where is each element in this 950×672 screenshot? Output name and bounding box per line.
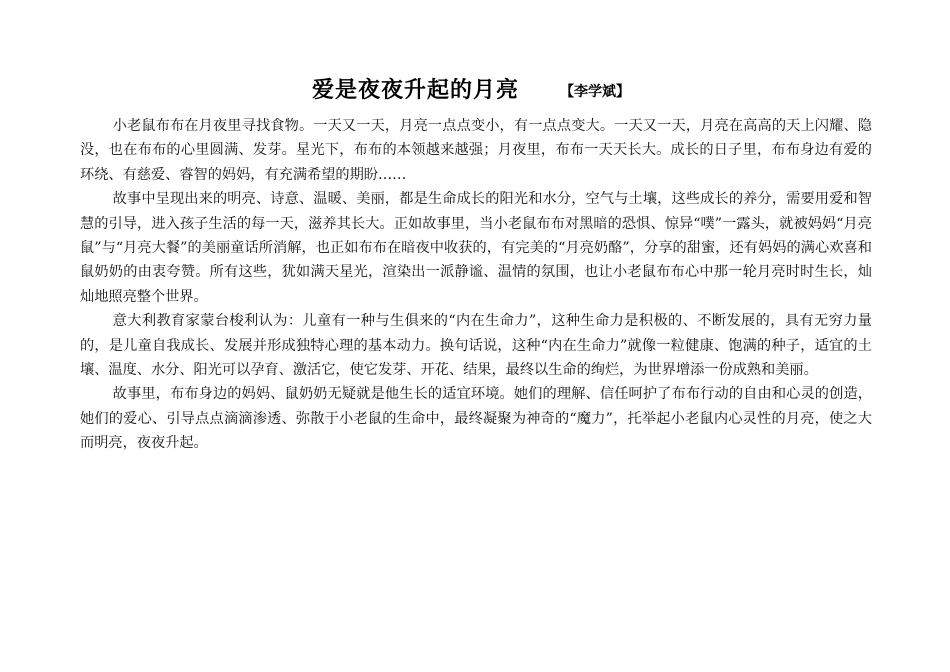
author-name: 【李学斌】: [560, 84, 630, 100]
title-row: [0, 76, 950, 110]
document-body: [80, 114, 872, 456]
paragraph-4: 故事里，布布身边的妈妈、鼠奶奶无疑就是他生长的适宜环境。她们的理解、信任呵护了布布行动的自由和心灵的创造，她们的爱心、引导点点滴滴渗透、弥散于小老鼠的生命中，最终凝聚为神奇的“魔力”，托举起小老鼠内心灵性的月亮，使之大而明亮，夜夜升起。: [80, 386, 872, 452]
document-title: 爱是夜夜升起的月亮: [312, 78, 520, 103]
paragraph-3: 意大利教育家蒙台梭利认为：儿童有一种与生俱来的“内在生命力”，这种生命力是积极的、不断发展的，具有无穷力量的，是儿童自我成长、发展并形成独特心理的基本动力。换句话说，这种“内在生命力”就像一粒健康、饱满的种子，适宜的土壤、温度、水分、阳光可以孕育、激活它，使它发芽、开花、结果，最终以生命的绚烂，为世界增添一份成熟和美丽。: [80, 313, 872, 379]
paragraph-1: 小老鼠布布在月夜里寻找食物。一天又一天，月亮一点点变小，有一点点变大。一天又一天，月亮在高高的天上闪耀、隐没，也在布布的心里圆满、发芽。星光下，布布的本领越来越强；月夜里，布布一天天长大。成长的日子里，布布身边有爱的环绕、有慈爱、睿智的妈妈，有充满希望的期盼……: [80, 118, 872, 183]
paragraph-2: 故事中呈现出来的明亮、诗意、温暖、美丽，都是生命成长的阳光和水分，空气与土壤，这些成长的养分，需要用爱和智慧的引导，进入孩子生活的每一天，滋养其长大。正如故事里，当小老鼠布布对黑暗的恐惧、惊异“噗”一露头，就被妈妈“月亮鼠”与“月亮大餐”的美丽童话所消解，也正如布布在暗夜中收获的，有完美的“月亮奶酪”，分享的甜蜜，还有妈妈的满心欢喜和鼠奶奶的由衷夸赞。所有这些，犹如满天星光，渲染出一派静谧、温情的氛围，也让小老鼠布布心中那一轮月亮时时生长，灿灿地照亮整个世界。: [80, 191, 872, 305]
